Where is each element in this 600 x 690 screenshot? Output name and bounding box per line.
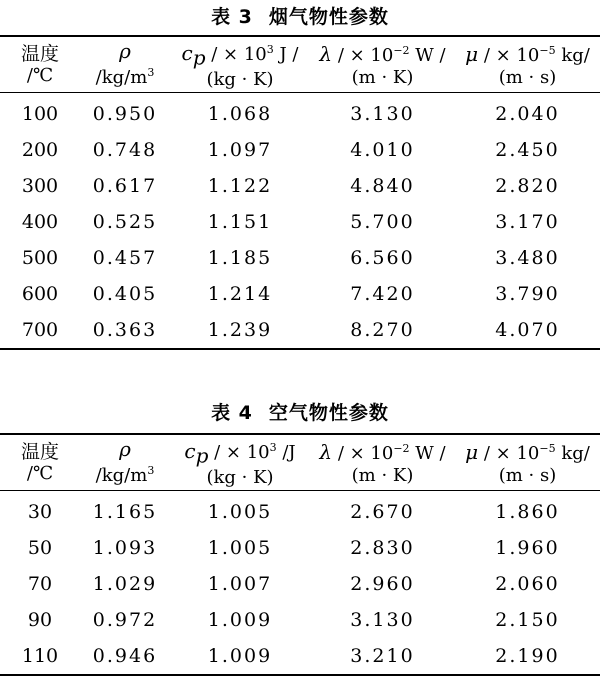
cell-temperature: 90	[27, 608, 53, 631]
cell-specific-heat: 1.009	[207, 608, 273, 631]
cell-density: 0.972	[92, 608, 158, 631]
header-temperature: 温度 /℃	[20, 440, 59, 484]
table-row	[0, 168, 600, 204]
cell-specific-heat: 1.005	[207, 500, 273, 523]
cell-temperature: 30	[27, 500, 53, 523]
table-3	[0, 35, 600, 350]
cell-density: 1.093	[92, 536, 158, 559]
cell-temperature: 100	[21, 102, 59, 125]
cell-density: 0.950	[92, 102, 158, 125]
cell-density: 0.363	[92, 318, 158, 341]
table-header-row	[0, 434, 600, 490]
header-specific-heat: $c_p$ / × $10^3$ J / (kg · K)	[181, 41, 299, 90]
cell-specific-heat: 1.214	[207, 282, 273, 305]
cell-temperature: 400	[21, 210, 59, 233]
cell-thermal-conductivity: 8.270	[350, 318, 415, 341]
table-row	[0, 92, 600, 132]
cell-thermal-conductivity: 2.830	[350, 536, 415, 559]
cell-density: 1.029	[92, 572, 158, 595]
cell-specific-heat: 1.122	[207, 174, 273, 197]
table-row	[0, 602, 600, 638]
cell-specific-heat: 1.005	[207, 536, 273, 559]
table-4	[0, 433, 600, 676]
table-3-caption	[0, 2, 600, 29]
cell-thermal-conductivity: 7.420	[350, 282, 415, 305]
cell-temperature: 500	[21, 246, 59, 269]
table-row	[0, 240, 600, 276]
header-viscosity: μ / × $10^{-5}$ kg/ (m · s)	[465, 42, 590, 89]
cell-viscosity: 1.860	[495, 500, 560, 523]
cell-viscosity: 2.040	[495, 102, 560, 125]
table-row	[0, 312, 600, 349]
cell-temperature: 110	[21, 644, 59, 667]
table-row	[0, 530, 600, 566]
table-header-row	[0, 36, 600, 92]
table-row	[0, 276, 600, 312]
cell-specific-heat: 1.239	[207, 318, 273, 341]
cell-specific-heat: 1.185	[207, 246, 273, 269]
cell-density: 0.946	[92, 644, 158, 667]
cell-viscosity: 3.170	[495, 210, 560, 233]
cell-temperature: 50	[27, 536, 53, 559]
cell-viscosity: 4.070	[495, 318, 560, 341]
cell-viscosity: 2.450	[495, 138, 560, 161]
header-density: ρ $/kg/m^3$	[95, 39, 155, 89]
cell-density: 0.405	[92, 282, 158, 305]
cell-temperature: 200	[21, 138, 59, 161]
cell-temperature: 300	[21, 174, 59, 197]
cell-density: 0.617	[92, 174, 158, 197]
table-row	[0, 566, 600, 602]
header-specific-heat: $c_p$ / × $10^3$ /J (kg · K)	[184, 439, 296, 488]
cell-viscosity: 2.190	[495, 644, 560, 667]
table-4-caption-title: 空气物性参数	[268, 402, 389, 424]
cell-specific-heat: 1.009	[207, 644, 273, 667]
cell-density: 1.165	[92, 500, 158, 523]
cell-temperature: 70	[27, 572, 53, 595]
cell-density: 0.525	[92, 210, 158, 233]
cell-density: 0.748	[92, 138, 158, 161]
table-4-caption	[0, 398, 600, 425]
cell-specific-heat: 1.097	[207, 138, 273, 161]
cell-thermal-conductivity: 3.130	[350, 608, 415, 631]
cell-thermal-conductivity: 2.960	[350, 572, 415, 595]
table-row	[0, 638, 600, 675]
cell-thermal-conductivity: 6.560	[350, 246, 415, 269]
table-row	[0, 132, 600, 168]
cell-viscosity: 2.820	[495, 174, 560, 197]
cell-thermal-conductivity: 5.700	[350, 210, 415, 233]
cell-specific-heat: 1.007	[207, 572, 273, 595]
table-4-caption-number: 表 4	[211, 402, 253, 424]
cell-viscosity: 1.960	[495, 536, 560, 559]
cell-thermal-conductivity: 4.010	[350, 138, 415, 161]
cell-temperature: 700	[21, 318, 59, 341]
cell-thermal-conductivity: 4.840	[350, 174, 415, 197]
table-3-caption-number: 表 3	[211, 6, 253, 28]
header-thermal-conductivity: λ / × $10^{-2}$ W / (m · K)	[319, 440, 446, 487]
table-row	[0, 490, 600, 530]
cell-temperature: 600	[21, 282, 59, 305]
cell-viscosity: 3.480	[495, 246, 560, 269]
cell-specific-heat: 1.068	[207, 102, 273, 125]
table-row	[0, 204, 600, 240]
cell-viscosity: 2.150	[495, 608, 560, 631]
header-thermal-conductivity: λ / × $10^{-2}$ W / (m · K)	[319, 42, 446, 89]
cell-viscosity: 2.060	[495, 572, 560, 595]
header-density: ρ $/kg/m^3$	[95, 437, 155, 487]
header-temperature: 温度 /℃	[20, 42, 59, 86]
table-3-caption-title: 烟气物性参数	[268, 6, 389, 28]
cell-specific-heat: 1.151	[207, 210, 273, 233]
cell-thermal-conductivity: 3.130	[350, 102, 415, 125]
cell-density: 0.457	[92, 246, 158, 269]
header-viscosity: μ / × $10^{-5}$ kg/ (m · s)	[465, 440, 590, 487]
cell-thermal-conductivity: 2.670	[350, 500, 415, 523]
cell-viscosity: 3.790	[495, 282, 560, 305]
cell-thermal-conductivity: 3.210	[350, 644, 415, 667]
